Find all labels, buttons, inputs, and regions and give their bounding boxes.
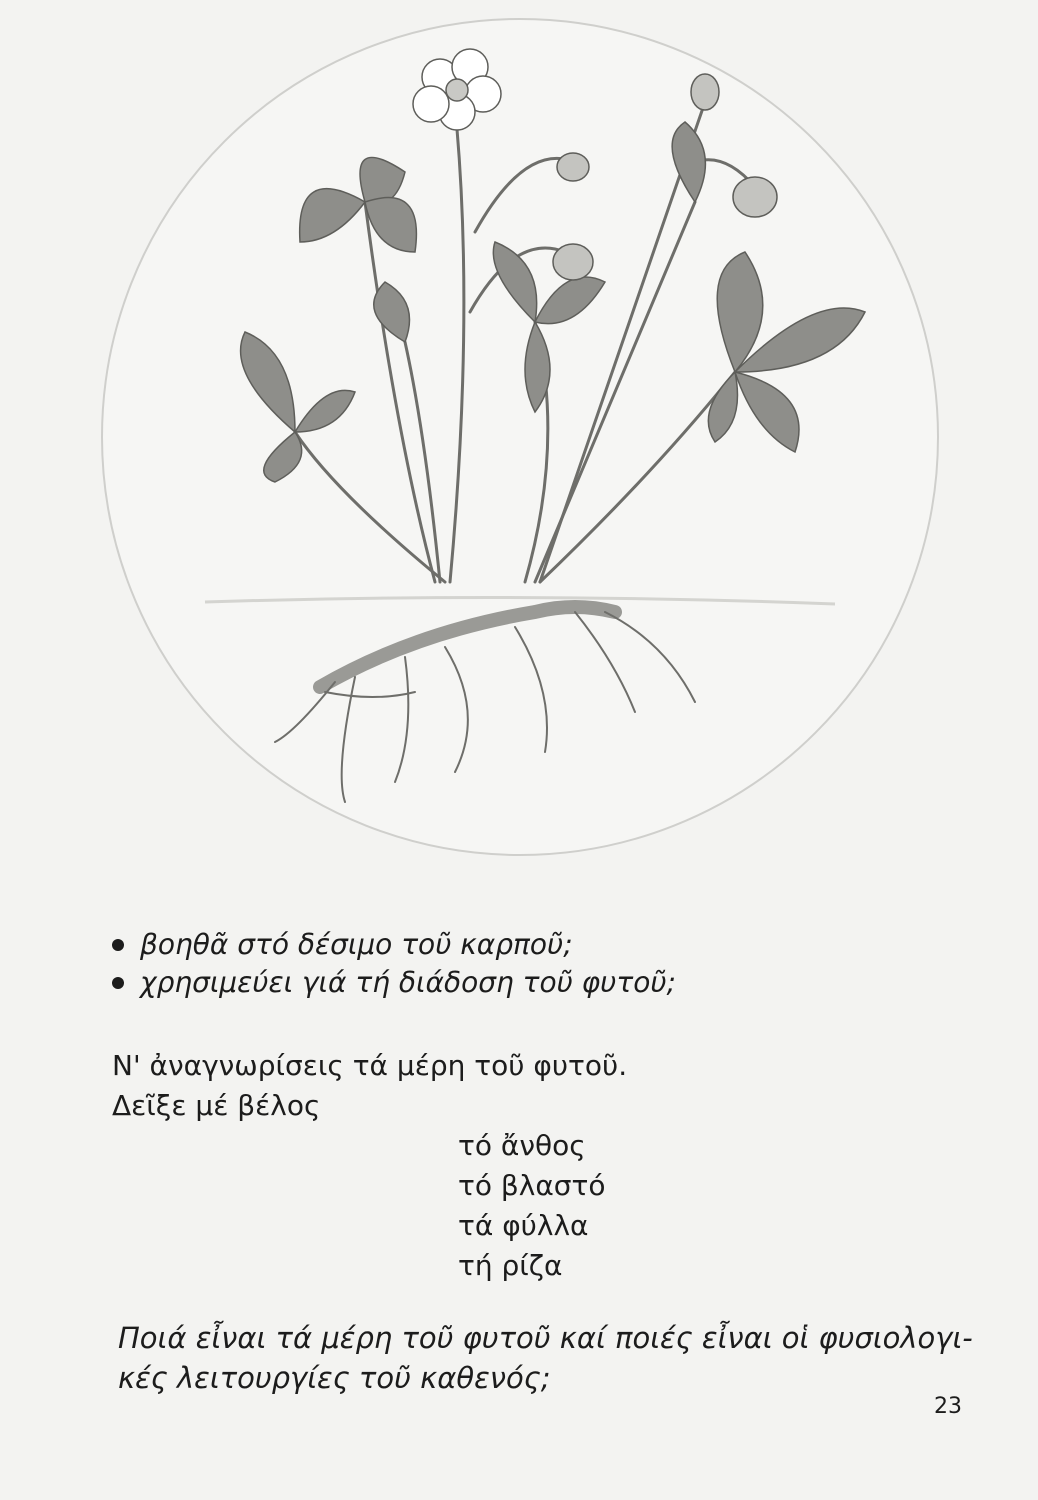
strawberry-plant-illustration bbox=[95, 12, 945, 862]
task-line: Δεῖξε μέ βέλος bbox=[112, 1089, 321, 1122]
plant-part: τά φύλλα bbox=[458, 1209, 589, 1242]
task-instructions bbox=[112, 1046, 627, 1126]
list-item bbox=[108, 926, 676, 964]
list-item bbox=[108, 964, 676, 1002]
bullet-text: χρησιμεύει γιά τή διάδοση τοῦ φυτοῦ; bbox=[140, 966, 676, 999]
question-line: κές λειτουργίες τοῦ καθενός; bbox=[118, 1361, 551, 1395]
bullet-dot-icon bbox=[112, 977, 124, 989]
plant-part: τή ρίζα bbox=[458, 1249, 563, 1282]
page-number: 23 bbox=[934, 1394, 962, 1419]
bullet-dot-icon bbox=[112, 939, 124, 951]
task-line: Ν' ἀναγνωρίσεις τά μέρη τοῦ φυτοῦ. bbox=[112, 1049, 628, 1082]
question-line: Ποιά εἶναι τά μέρη τοῦ φυτοῦ καί ποιές εἶναι οἱ φυσιολογι- bbox=[118, 1321, 973, 1355]
illustration-circle bbox=[102, 19, 938, 855]
plant-part: τό ἄνθος bbox=[458, 1129, 586, 1162]
plant-part: τό βλαστό bbox=[458, 1169, 606, 1202]
bullet-list bbox=[108, 926, 676, 1002]
bullet-text: βοηθᾶ στό δέσιμο τοῦ καρποῦ; bbox=[140, 928, 573, 961]
plant-parts-list bbox=[458, 1126, 606, 1286]
question bbox=[118, 1318, 988, 1398]
